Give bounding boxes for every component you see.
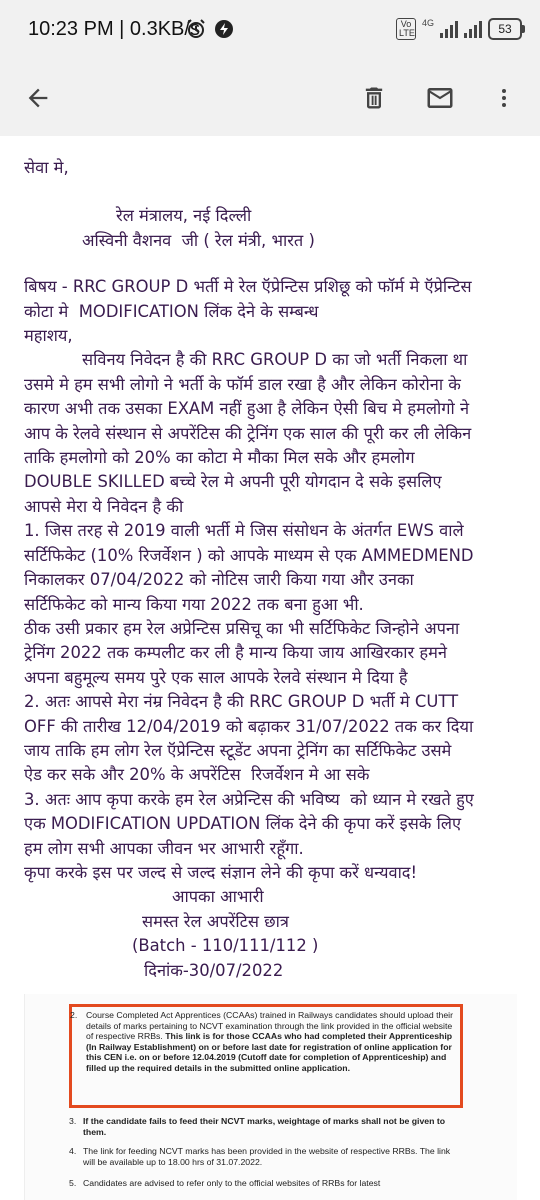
body-line: 1. जिस तरह से 2019 वाली भर्ती मे जिस संसोधन के अंतर्गत EWS वाले [24,521,464,541]
mail-icon [425,83,455,113]
status-icons [396,18,522,40]
arrow-back-icon [24,84,52,112]
item-bold-text: This link is for those CCAAs who had completed their Apprenticeship (In Railway Establishment) on or before last date for registration of online application for this CEN i.e. on or before 12.04.2019 (Cutoff date for completion of Apprenticeship) and filled up the required details in the submitted online application. [86,1031,453,1073]
data-saver-icon [214,19,234,43]
item-number: 4. [69,1146,77,1156]
alarm-icon [186,19,206,43]
status-bar [0,0,540,60]
notice-item [69,1178,463,1189]
body-line: उसमे मे हम सभी लोगो ने भर्ती के फॉर्म डाल रखा है और लेकिन कोरोना के [24,374,461,394]
message-content [0,136,540,1200]
closing-date: दिनांक-30/07/2022 [144,960,284,980]
letter-text [24,156,524,983]
delete-button[interactable] [350,74,398,122]
closing-line: (Batch - 110/111/112 ) [132,936,319,956]
item-number: 5. [69,1178,77,1188]
body-line: कृपा करके इस पर जल्द से जल्द संज्ञान लेने की कृपा करें धन्यवाद! [24,862,418,882]
battery-icon: 53 [488,18,522,40]
body-line: OFF की तारीख 12/04/2019 को बढ़ाकर 31/07/2022 तक कर दिया [24,716,474,736]
closing-line: समस्त रेल अपरेंटिस छात्र [142,911,289,931]
greeting: महाशय, [24,326,73,346]
item-text: Candidates are advised to refer only to the official websites of RRBs for latest [83,1178,381,1188]
body-line: आप के रेलवे संस्थान से अपरेंटिस की ट्रेनिंग एक साल की पूरी कर ली लेकिन [24,423,472,443]
more-vert-icon [492,84,516,112]
network-type: 4G [421,18,434,28]
more-options-button[interactable] [480,74,528,122]
body-line: हम लोग सभी आपका जीवन भर आभारी रहूँगा. [24,838,304,858]
body-line: DOUBLE SKILLED बच्चे रेल मे अपनी पूरी योगदान दे सके इसलिए [24,472,442,492]
body-line: जाय ताकि हम लोग रेल ऍप्रेन्टिस स्टूडेंट अपना ट्रेनिंग का सर्टिफिकेट उसमे [24,740,452,760]
notice-item [69,1146,463,1167]
notice-image[interactable] [24,994,517,1200]
item-text: The link for feeding NCVT marks has been provided in the website of respective RRBs. The link will be available up to 18.00 hrs of 31.07.2022. [83,1146,451,1167]
addressee-line-1: रेल मंत्रालय, नई दिल्ली [116,206,252,226]
signal-icon-1 [440,20,458,38]
mail-button[interactable] [416,74,464,122]
body-line: ट्रेनिंग 2022 तक कम्पलीट कर ली है मान्य किया जाय आखिरकार हमने [24,643,448,663]
salutation: सेवा मे, [24,158,69,177]
volte-indicator: Vo LTE [396,18,416,40]
status-time: 10:23 PM | 0.3KB/s [28,18,200,40]
body-line: सविनय निवेदन है की RRC GROUP D का जो भर्ती निकला था [82,350,468,370]
addressee-line-2: अस्विनी वैशनव जी ( रेल मंत्री, भारत ) [82,230,315,250]
body-line: 2. अतः आपसे मेरा नंम्र निवेदन है की RRC GROUP D भर्ती मे CUTT [24,692,459,712]
body-line: अपना बहुमूल्य समय पुरे एक साल आपके रेलवे संस्थान मे दिया है [24,667,408,687]
body-line: ठीक उसी प्रकार हम रेल अप्रेन्टिस प्रसिचू का भी सर्टिफिकेट जिन्होने अपना [24,618,460,638]
body-line: ताकि हमलोगो को 20% का कोटा मे मौका मिल सके और हमलोग [24,448,415,468]
body-line: 3. अतः आप कृपा करके हम रेल अप्रेन्टिस की भविष्य को ध्यान मे रखते हुए [24,789,474,809]
subject-line-2: कोटा मे MODIFICATION लिंक देने के सम्बन्ध [24,301,319,321]
app-toolbar [0,60,540,136]
signal-icon-2 [464,20,482,38]
back-button[interactable] [14,74,62,122]
body-line: सर्टिफिकेट (10% रिजर्वेशन ) को आपके माध्यम से एक AMMEDMEND [24,545,474,565]
subject-line-1: बिषय - RRC GROUP D भर्ती मे रेल ऍप्रेन्टिस प्रशिछू को फॉर्म मे ऍप्रेन्टिस [24,277,472,297]
body-line: ऐड कर सके और 20% के अपरेंटिस रिजर्वेशन मे आ सके [24,765,370,785]
closing-line: आपका आभारी [172,887,264,907]
highlighted-notice-item [69,1004,463,1108]
item-text: If the candidate fails to feed their NCVT marks, weightage of marks shall not be given to them. [83,1116,446,1137]
body-line: कारण अभी तक उसका EXAM नहीं हुआ है लेकिन ऐसी बिच मे हमलोगो ने [24,399,470,419]
item-number: 3. [69,1116,77,1126]
delete-icon [360,84,388,112]
body-line: आपसे मेरा ये निवेदन है की [24,496,184,516]
notice-item [69,1116,463,1137]
body-line: सर्टिफिकेट को मान्य किया गया 2022 तक बना हुआ भी. [24,594,364,614]
body-line: निकालकर 07/04/2022 को नोटिस जारी किया गया और उनका [24,570,414,590]
body-line: एक MODIFICATION UPDATION लिंक देने की कृपा करें इसके लिए [24,814,462,834]
item-number: 2. [70,1010,78,1020]
item-text: Course Completed Act Apprentices (CCAAs) trained in Railways candidates should upload their details of marks pertaining to NCVT examination through the link provided in the official website of respective RRBs. [86,1010,453,1042]
